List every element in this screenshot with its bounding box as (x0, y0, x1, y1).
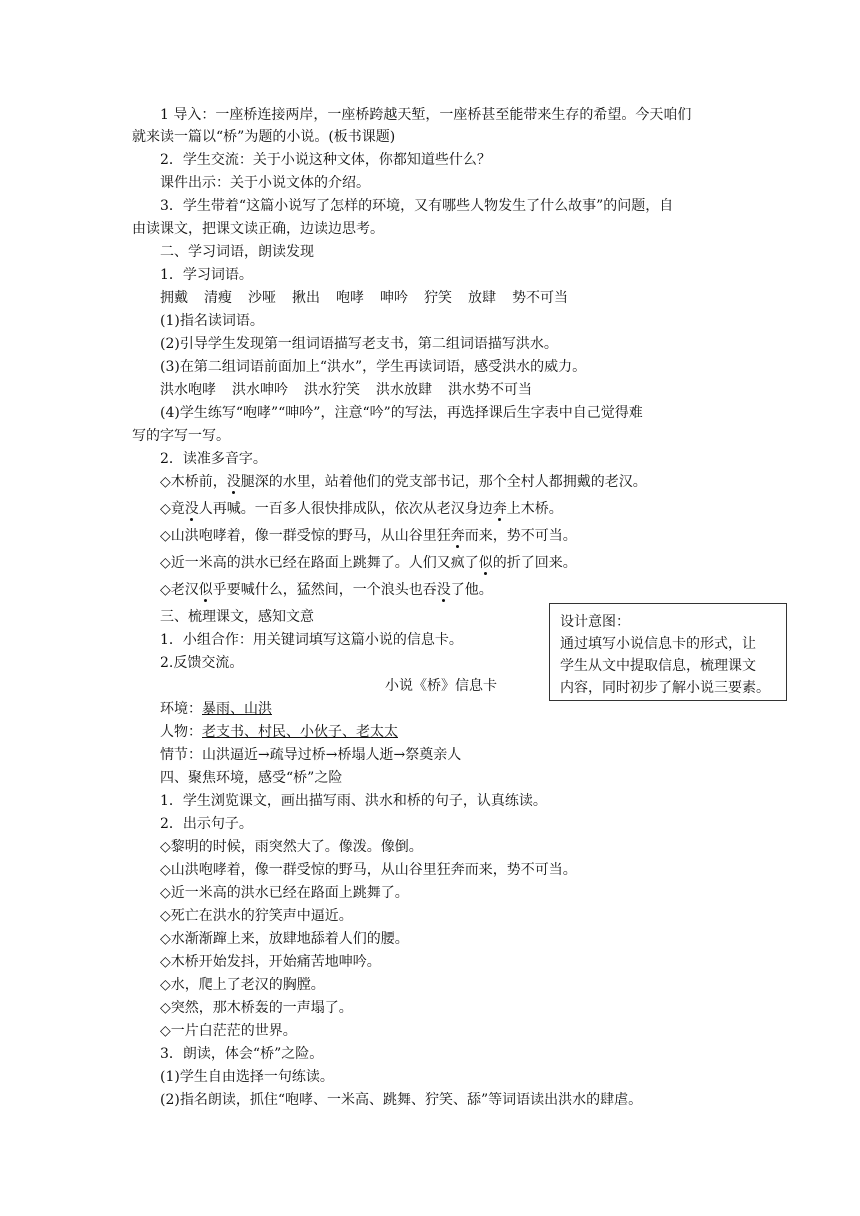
section-4-sentence: ◇突然，那木桥轰的一声塌了。 (160, 1000, 353, 1016)
label: 情节： (160, 747, 202, 763)
polyphone-heading: 2．读准多音字。 (160, 451, 267, 467)
design-intent-box (549, 603, 787, 701)
design-intent-line: 通过填写小说信息卡的形式，让 (560, 636, 756, 652)
intro-line-2: 就来读一篇以“桥”为题的小说。(板书课题) (132, 129, 396, 145)
dotted-char: 没 (436, 582, 451, 598)
polyphone-sentence (160, 498, 563, 520)
section-4-sentence: ◇水，爬上了老汉的胸膛。 (160, 977, 325, 993)
text: 乎要喊什么，猛然间，一个浪头也吞 (212, 582, 437, 598)
dotted-char: 似 (478, 555, 493, 571)
reading-line-1: 3．学生带着“这篇小说写了怎样的环境，又有哪些人物发生了什么故事”的问题，自 (160, 198, 674, 214)
step-2: (2)引导学生发现第一组词语描写老支书，第二组词语描写洪水。 (160, 336, 558, 352)
section-4-sentence: ◇木桥开始发抖，开始痛苦地呻吟。 (160, 954, 381, 970)
text: ◇老汉 (160, 582, 199, 598)
section-4-line: 1．学生浏览课文，画出描写雨、洪水和桥的句子，认真练读。 (160, 793, 547, 809)
word: 势不可当 (512, 290, 568, 306)
section-4-sentence: ◇山洪咆哮着，像一群受惊的野马，从山谷里狂奔而来，势不可当。 (160, 862, 577, 878)
dotted-char: 没 (184, 501, 199, 517)
text: ◇木桥前， (160, 474, 227, 490)
word: 洪水呻吟 (232, 382, 288, 398)
word: 洪水势不可当 (448, 382, 532, 398)
design-intent-line: 学生从文中提取信息，梳理课文 (560, 658, 756, 674)
info-card-title: 小说《桥》信息卡 (385, 678, 497, 694)
info-card-environment (160, 698, 272, 720)
step-3: (3)在第二组词语前面加上“洪水”，学生再读词语，感受洪水的威力。 (160, 359, 587, 375)
polyphone-sentence (160, 525, 577, 547)
design-intent-line: 内容，同时初步了解小说三要素。 (560, 680, 770, 696)
dotted-char: 奔 (492, 501, 507, 517)
step-4-line-1: (4)学生练写“咆哮”“呻吟”，注意“吟”的写法，再选择课后生字表中自己觉得难 (160, 405, 643, 421)
polyphone-sentence (160, 471, 647, 493)
text: ◇竟 (160, 501, 185, 517)
feedback-line: 2.反馈交流。 (160, 655, 244, 671)
word: 洪水咆哮 (160, 382, 216, 398)
section-4-sentence: ◇一片白茫茫的世界。 (160, 1023, 297, 1039)
section-4-sentence: ◇近一米高的洪水已经在路面上跳舞了。 (160, 885, 409, 901)
section-4-line: 3．朗读，体会“桥”之险。 (160, 1046, 324, 1062)
section-4-heading: 四、聚焦环境，感受“桥”之险 (160, 770, 343, 786)
text: 人再喊。一百多人很快排成队，依次从老汉身边 (198, 501, 493, 517)
reading-line-2: 由读课文，把课文读正确，边读边思考。 (132, 221, 384, 237)
label: 人物： (160, 724, 202, 740)
info-card-characters (160, 721, 398, 743)
section-4-line: 2．出示句子。 (160, 816, 253, 832)
word: 洪水狞笑 (304, 382, 360, 398)
dotted-char: 奔 (450, 528, 465, 544)
text: 腿深的水里，站着他们的党支部书记，那个全村人都拥戴的老汉。 (240, 474, 647, 490)
word: 揪出 (292, 290, 320, 306)
word: 沙哑 (248, 290, 276, 306)
section-4-sentence: ◇水渐渐蹿上来，放肆地舔着人们的腰。 (160, 931, 409, 947)
info-card-plot (160, 744, 461, 766)
section-4-line: (2)指名朗读，抓住“咆哮、一米高、跳舞、狞笑、舔”等词语读出洪水的肆虐。 (160, 1092, 643, 1108)
text: 上木桥。 (506, 501, 563, 517)
text: ◇山洪咆哮着，像一群受惊的野马，从山谷里狂 (160, 528, 451, 544)
value: 山洪逼近→疏导过桥→桥塌人逝→祭奠亲人 (202, 747, 462, 763)
section-4-line: (1)学生自由选择一句练读。 (160, 1069, 334, 1085)
dotted-char: 似 (198, 582, 213, 598)
dotted-char: 没 (226, 474, 241, 490)
word: 拥戴 (160, 290, 188, 306)
text: 而来，势不可当。 (464, 528, 577, 544)
group-work-line: 1．小组合作：用关键词填写这篇小说的信息卡。 (160, 632, 463, 648)
word: 咆哮 (336, 290, 364, 306)
design-intent-title: 设计意图： (560, 614, 630, 630)
polyphone-sentence (160, 552, 577, 574)
label: 环境： (160, 701, 202, 717)
section-3-heading: 三、梳理课文，感知文意 (160, 609, 314, 625)
learn-words-line: 1．学习词语。 (160, 267, 253, 283)
step-1: (1)指名读词语。 (160, 313, 264, 329)
section-4-sentence: ◇死亡在洪水的狞笑声中逼近。 (160, 908, 353, 924)
courseware-line: 课件出示：关于小说文体的介绍。 (160, 175, 370, 191)
word-group-1 (160, 287, 584, 309)
polyphone-sentence (160, 579, 493, 601)
word: 洪水放肆 (376, 382, 432, 398)
value: 老支书、村民、小伙子、老太太 (202, 724, 398, 740)
word: 呻吟 (380, 290, 408, 306)
word: 放肆 (468, 290, 496, 306)
section-4-sentence: ◇黎明的时候，雨突然大了。像泼。像倒。 (160, 839, 423, 855)
word: 清瘦 (204, 290, 232, 306)
text: ◇近一米高的洪水已经在路面上跳舞了。人们又疯了 (160, 555, 479, 571)
step-4-line-2: 写的字写一写。 (132, 428, 230, 444)
exchange-line: 2．学生交流：关于小说这种文体，你都知道些什么？ (160, 152, 491, 168)
word-group-2 (160, 379, 548, 401)
value: 暴雨、山洪 (202, 701, 272, 717)
text: 了他。 (450, 582, 493, 598)
text: 的折了回来。 (492, 555, 577, 571)
word: 狞笑 (424, 290, 452, 306)
intro-line-1: 1 导入：一座桥连接两岸，一座桥跨越天堑，一座桥甚至能带来生存的希望。今天咱们 (160, 107, 692, 123)
section-2-heading: 二、学习词语，朗读发现 (160, 244, 314, 260)
